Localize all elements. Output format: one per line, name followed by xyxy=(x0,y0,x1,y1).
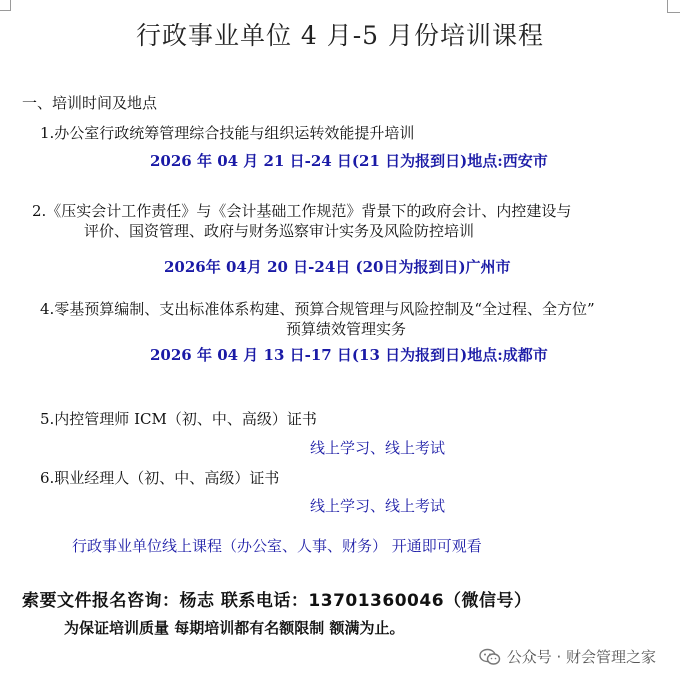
wechat-icon xyxy=(479,648,501,666)
course-4-name-line2: 预算绩效管理实务 xyxy=(286,320,407,338)
course-2-schedule: 2026年 04月 20 日-24日 (20日为报到日)广州市 xyxy=(164,258,511,276)
watermark-text: 公众号 · 财会管理之家 xyxy=(506,648,656,666)
course-1-name: 1.办公室行政统筹管理综合技能与组织运转效能提升培训 xyxy=(40,124,415,142)
course-2-name-line2: 评价、国资管理、政府与财务巡察审计实务及风险防控培训 xyxy=(84,222,475,240)
certificate-manager-mode: 线上学习、线上考试 xyxy=(310,497,446,515)
course-1-schedule: 2026 年 04 月 21 日-24 日(21 日为报到日)地点:西安市 xyxy=(150,152,548,170)
document-title: 行政事业单位 4 月-5 月份培训课程 xyxy=(135,21,545,50)
course-2-name-line1: 2.《压实会计工作责任》与《会计基础工作规范》背景下的政府会计、内控建设与 xyxy=(32,202,572,220)
course-4-schedule: 2026 年 04 月 13 日-17 日(13 日为报到日)地点:成都市 xyxy=(150,346,548,364)
certificate-icm-name: 5.内控管理师 ICM（初、中、高级）证书 xyxy=(40,410,317,428)
certificate-icm-mode: 线上学习、线上考试 xyxy=(310,439,446,457)
contact-line: 索要文件报名咨询：杨志 联系电话：13701360046（微信号） xyxy=(22,591,532,611)
course-4-name-line1: 4.零基预算编制、支出标准体系构建、预算合规管理与风险控制及“全过程、全方位” xyxy=(40,300,595,318)
wechat-watermark xyxy=(479,646,656,667)
certificate-manager-name: 6.职业经理人（初、中、高级）证书 xyxy=(40,469,280,487)
page-corner-mark-left xyxy=(0,0,11,11)
page-corner-mark-right xyxy=(667,0,680,13)
quota-notice: 为保证培训质量 每期培训都有名额限制 额满为止。 xyxy=(64,619,405,637)
section-heading: 一、培训时间及地点 xyxy=(22,94,158,112)
online-course-line: 行政事业单位线上课程（办公室、人事、财务） 开通即可观看 xyxy=(72,537,482,555)
